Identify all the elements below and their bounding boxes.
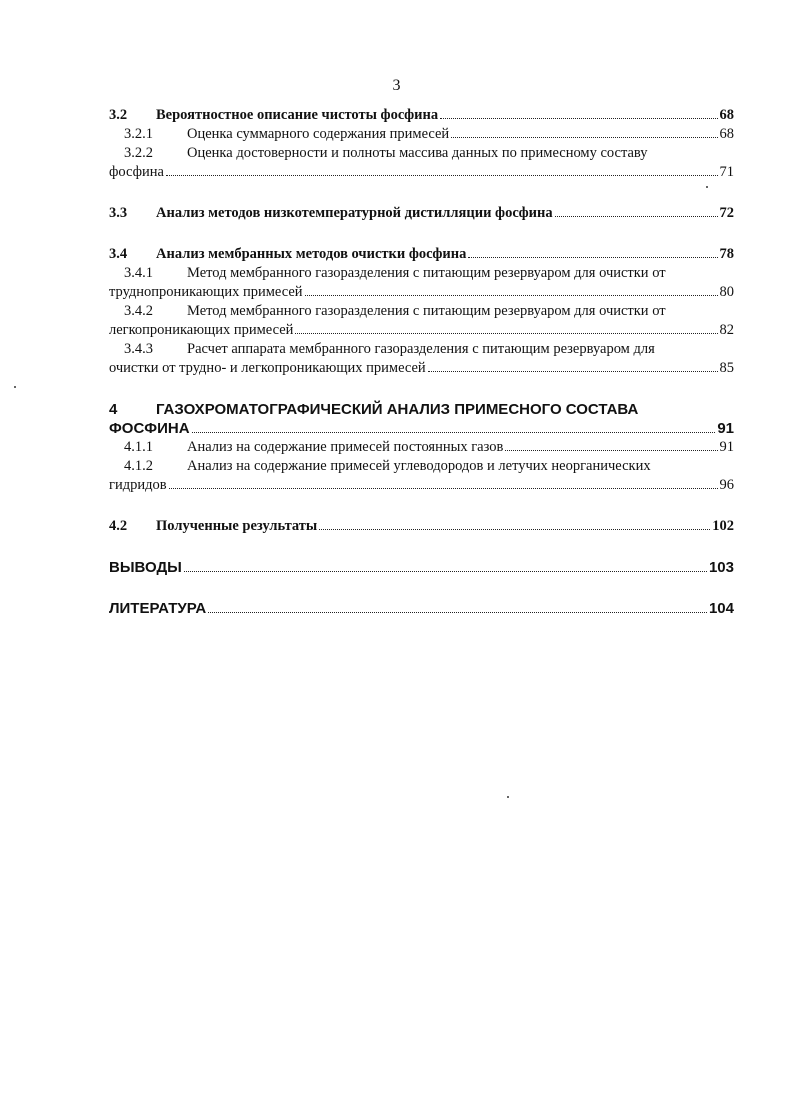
page-ref: 72	[719, 205, 734, 221]
page-ref: 78	[719, 246, 734, 262]
section-number: 4.1.2	[124, 458, 153, 474]
dot-leader	[451, 137, 717, 138]
table-of-contents	[109, 106, 734, 618]
page-ref: 103	[708, 559, 734, 576]
dot-leader	[505, 450, 717, 451]
dot-leader	[440, 118, 717, 119]
dot-leader	[305, 295, 718, 296]
toc-entry-4-2[interactable]	[109, 517, 734, 536]
dot-leader	[208, 612, 707, 613]
section-number: 4.2	[109, 518, 128, 534]
toc-entry-3-4-2[interactable]	[109, 302, 734, 340]
section-title: Вероятностное описание чистоты фосфина	[156, 107, 439, 123]
section-number: 3.4.3	[124, 341, 153, 357]
toc-entry-3-2-2[interactable]	[109, 144, 734, 182]
section-number: 3.4	[109, 246, 128, 262]
dot-leader	[166, 175, 718, 176]
page-number: 3	[392, 77, 401, 94]
section-title-cont: легкопроникающих примесей	[109, 322, 294, 338]
section-number: 3.4.1	[124, 265, 153, 281]
section-title: Оценка суммарного содержания примесей	[187, 126, 450, 142]
section-title: Анализ мембранных методов очистки фосфина	[156, 246, 467, 262]
scan-speck	[507, 796, 509, 798]
dot-leader	[428, 371, 718, 372]
scan-speck	[14, 386, 16, 388]
toc-entry-4-1-1[interactable]	[109, 438, 734, 457]
section-title: Метод мембранного газоразделения с питающим резервуаром для очистки от	[187, 303, 666, 319]
section-title: ГАЗОХРОМАТОГРАФИЧЕСКИЙ АНАЛИЗ ПРИМЕСНОГО СОСТАВА	[156, 401, 639, 418]
section-title: Анализ методов низкотемпературной дистилляции фосфина	[156, 205, 553, 221]
page-ref: 91	[719, 439, 734, 455]
scan-speck	[706, 186, 708, 188]
section-title-cont: фосфина	[109, 164, 164, 180]
dot-leader	[169, 488, 718, 489]
toc-entry-3-3[interactable]	[109, 204, 734, 223]
section-title: ЛИТЕРАТУРА	[109, 600, 207, 617]
page-ref: 102	[712, 518, 734, 534]
toc-entry-literature[interactable]	[109, 599, 734, 618]
toc-entry-4-1-2[interactable]	[109, 457, 734, 495]
dot-leader	[295, 333, 717, 334]
section-title: Полученные результаты	[156, 518, 318, 534]
toc-entry-3-2[interactable]	[109, 106, 734, 125]
page-ref: 91	[717, 420, 734, 437]
section-title: Расчет аппарата мембранного газоразделения с питающим резервуаром для	[187, 341, 655, 357]
section-title-cont: труднопроникающих примесей	[109, 284, 303, 300]
page-ref: 68	[719, 126, 734, 142]
section-number: 3.3	[109, 205, 128, 221]
section-title-cont: гидридов	[109, 477, 167, 493]
section-title-cont: очистки от трудно- и легкопроникающих примесей	[109, 360, 426, 376]
section-number: 4.1.1	[124, 439, 153, 455]
toc-entry-chapter-4[interactable]	[109, 400, 734, 438]
section-number: 4	[109, 401, 118, 418]
section-title-cont: ФОСФИНА	[109, 420, 190, 437]
section-number: 3.2	[109, 107, 128, 123]
page-ref: 96	[719, 477, 734, 493]
page-ref: 85	[719, 360, 734, 376]
toc-entry-conclusions[interactable]	[109, 558, 734, 577]
section-number: 3.2.2	[124, 145, 153, 161]
section-title: Метод мембранного газоразделения с питающим резервуаром для очистки от	[187, 265, 666, 281]
page-ref: 82	[719, 322, 734, 338]
page-ref: 80	[719, 284, 734, 300]
section-title: Анализ на содержание примесей углеводородов и летучих неорганических	[187, 458, 651, 474]
dot-leader	[184, 571, 707, 572]
toc-entry-3-2-1[interactable]	[109, 125, 734, 144]
page-ref: 71	[719, 164, 734, 180]
section-number: 3.4.2	[124, 303, 153, 319]
section-title: Анализ на содержание примесей постоянных газов	[187, 439, 504, 455]
page-ref: 104	[708, 600, 734, 617]
dot-leader	[319, 529, 710, 530]
toc-entry-3-4[interactable]	[109, 245, 734, 264]
toc-entry-3-4-1[interactable]	[109, 264, 734, 302]
dot-leader	[468, 257, 717, 258]
section-title: ВЫВОДЫ	[109, 559, 182, 576]
dot-leader	[192, 432, 716, 433]
page-ref: 68	[719, 107, 734, 123]
section-number: 3.2.1	[124, 126, 153, 142]
section-title: Оценка достоверности и полноты массива данных по примесному составу	[187, 145, 648, 161]
toc-entry-3-4-3[interactable]	[109, 340, 734, 378]
dot-leader	[555, 216, 718, 217]
